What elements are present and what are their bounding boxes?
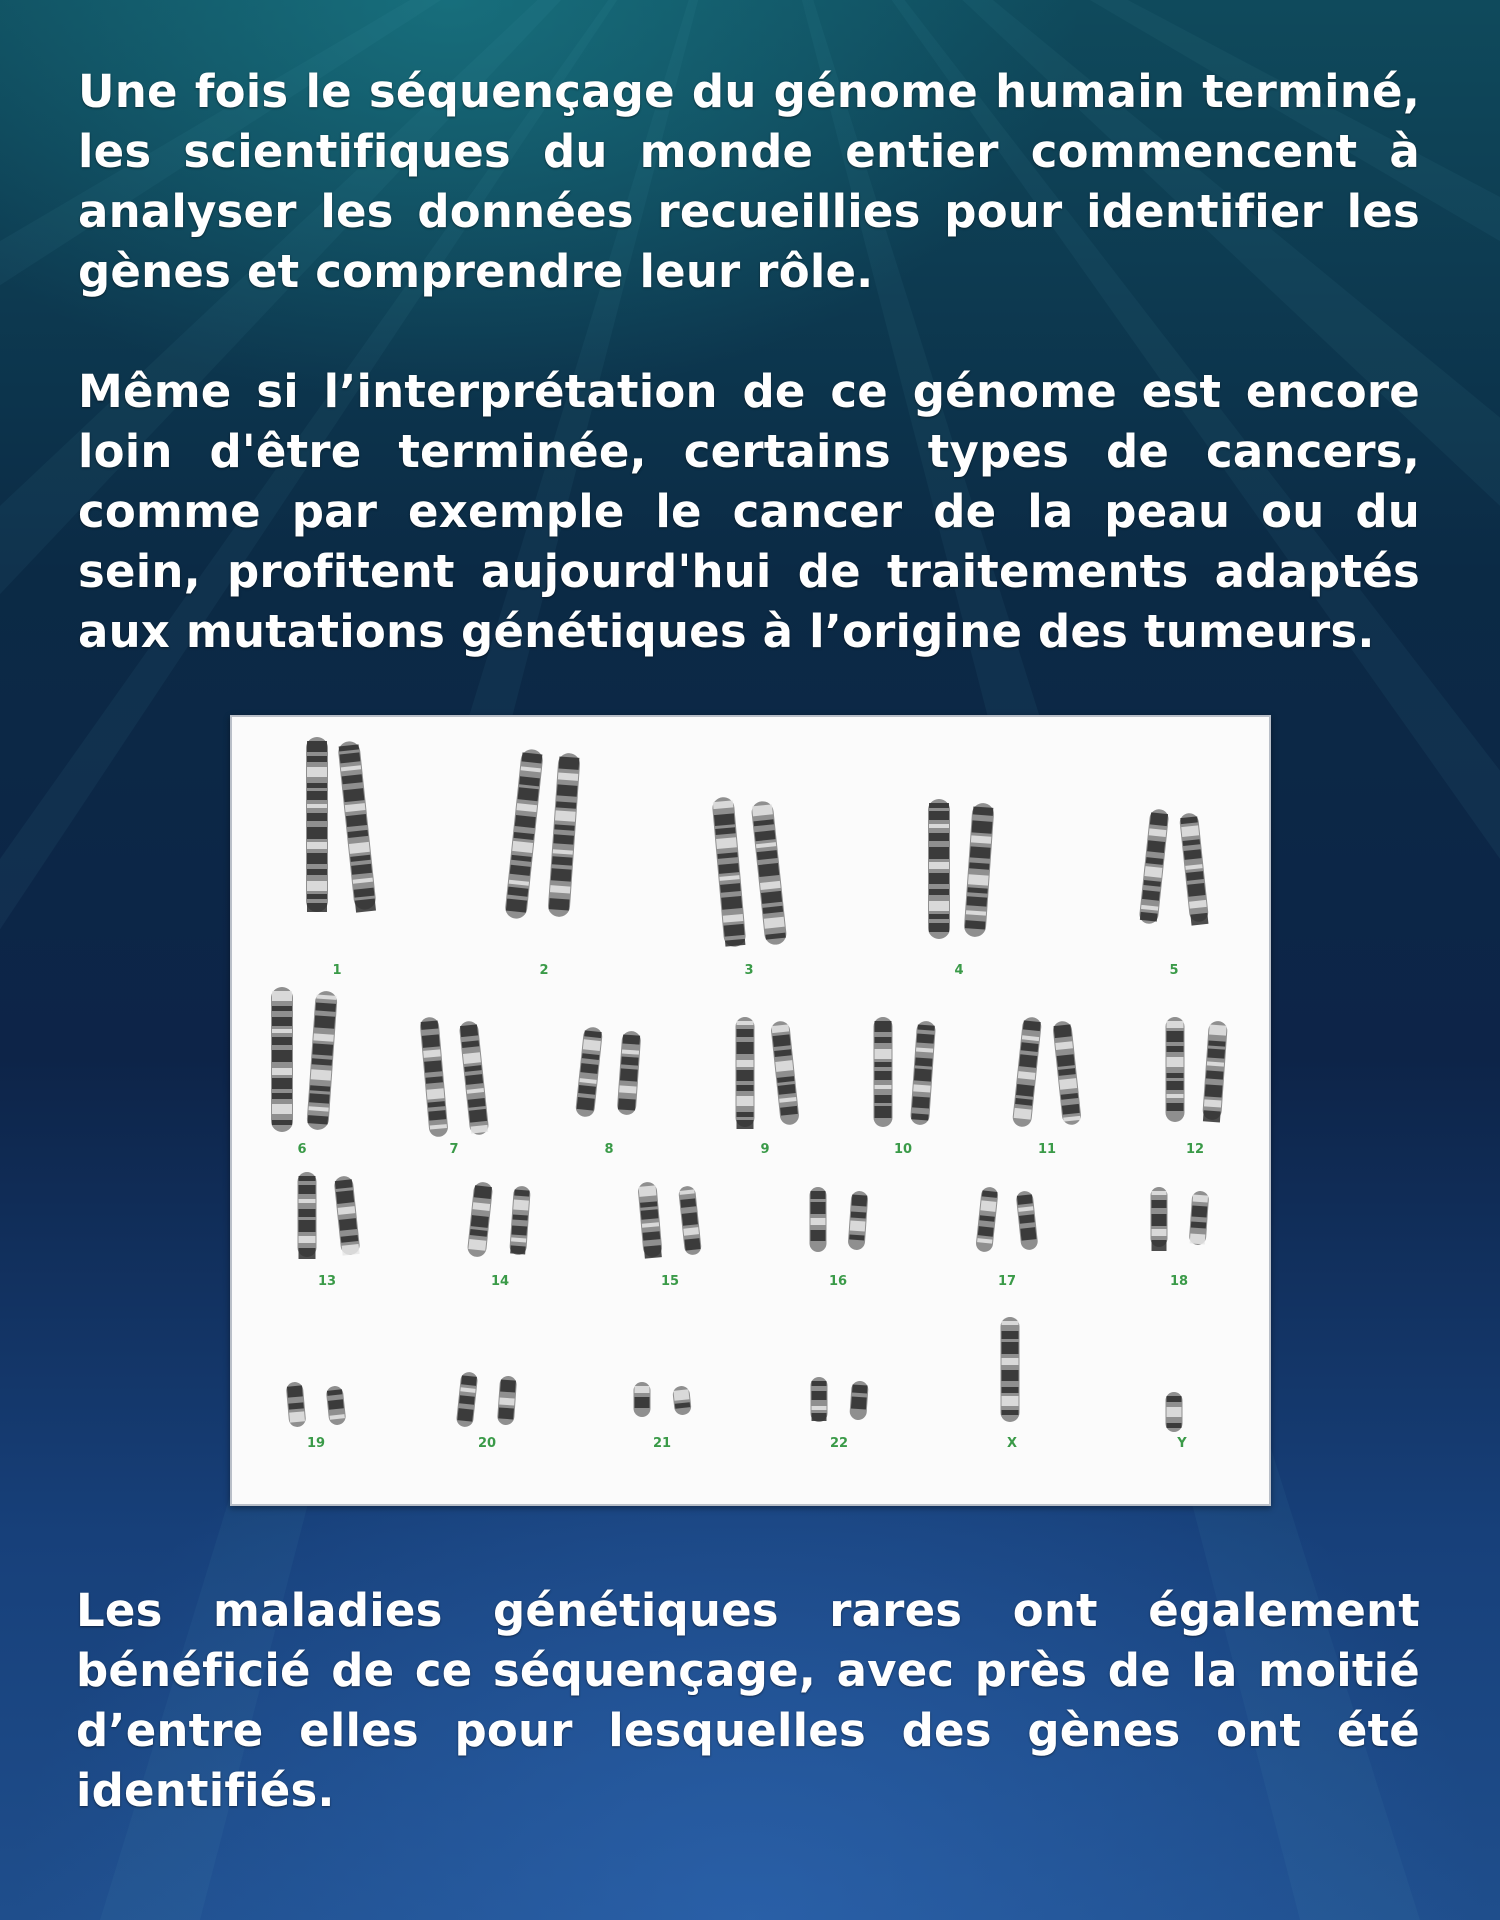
chromosome-pair-20	[456, 1371, 518, 1451]
intro-paragraph: Une fois le séquençage du génome humain terminé, les scientifiques du monde entier commencent à analyser les données recueillies pour identifier les gènes et comprendre leur rôle.	[78, 65, 1420, 298]
chromosome-pair-8	[575, 1026, 642, 1157]
chromosome-pair-3	[712, 796, 788, 978]
karyotype-image	[230, 715, 1271, 1506]
chromosome-label-22: 22	[829, 1436, 849, 1451]
chromosome-label-3: 3	[744, 963, 754, 978]
chromosome-label-8: 8	[604, 1142, 614, 1157]
chromosome-pair-22	[811, 1377, 869, 1451]
chromosome-pair-15	[637, 1181, 702, 1289]
chromosome-label-x: X	[1006, 1436, 1018, 1451]
chromosome-label-20: 20	[477, 1436, 497, 1451]
chromosome-pair-1	[306, 737, 377, 978]
chromosome-pair-9	[736, 1017, 800, 1157]
rare-diseases-paragraph: Les maladies génétiques rares ont également bénéficié de ce séquençage, avec près de la moitié d’entre elles pour lesquelles des gènes ont été identifiés.	[76, 1584, 1420, 1817]
chromosome-label-1: 1	[332, 963, 342, 978]
chromosome-label-16: 16	[828, 1274, 848, 1289]
chromosome-pair-16	[810, 1187, 869, 1289]
chromosome-pair-21	[634, 1382, 692, 1451]
chromosome-pair-17	[975, 1186, 1038, 1289]
chromosome-pair-13	[298, 1172, 361, 1289]
chromosome-label-13: 13	[317, 1274, 337, 1289]
chromosome-pair-18	[1151, 1187, 1210, 1289]
chromosome-pair-2	[504, 748, 581, 978]
chromosome-label-9: 9	[760, 1142, 770, 1157]
chromosome-pair-6	[271, 987, 338, 1157]
chromosome-pair-7	[419, 1016, 489, 1157]
chromosome-label-15: 15	[660, 1274, 680, 1289]
chromosome-label-y: Y	[1177, 1436, 1187, 1451]
chromosome-label-5: 5	[1169, 963, 1179, 978]
chromosome-pair-4	[928, 799, 995, 978]
chromosome-label-7: 7	[449, 1142, 459, 1157]
chromosome-label-2: 2	[539, 963, 549, 978]
chromosome-label-21: 21	[652, 1436, 672, 1451]
chromosome-pair-y	[1166, 1392, 1188, 1451]
chromosome-pair-19	[286, 1381, 347, 1451]
chromosome-label-18: 18	[1169, 1274, 1189, 1289]
chromosome-label-6: 6	[297, 1142, 307, 1157]
chromosome-label-11: 11	[1037, 1142, 1057, 1157]
chromosome-pair-14	[467, 1181, 531, 1289]
chromosome-pair-10	[874, 1017, 937, 1157]
chromosome-label-17: 17	[997, 1274, 1017, 1289]
chromosome-label-10: 10	[893, 1142, 913, 1157]
chromosome-pair-x	[1001, 1317, 1020, 1451]
chromosome-label-12: 12	[1185, 1142, 1205, 1157]
chromosome-label-14: 14	[490, 1274, 510, 1289]
chromosome-pair-5	[1139, 808, 1210, 978]
chromosome-pair-12	[1166, 1017, 1228, 1157]
chromosome-label-4: 4	[954, 963, 964, 978]
chromosome-label-19: 19	[306, 1436, 326, 1451]
chromosome-pair-11	[1012, 1016, 1082, 1157]
cancer-paragraph: Même si l’interprétation de ce génome est encore loin d'être terminée, certains types de cancers, comme par exemple le cancer de la peau ou du sein, profitent aujourd'hui de traitements adaptés aux mutations génétiques à l’origine des tumeurs.	[78, 365, 1420, 658]
